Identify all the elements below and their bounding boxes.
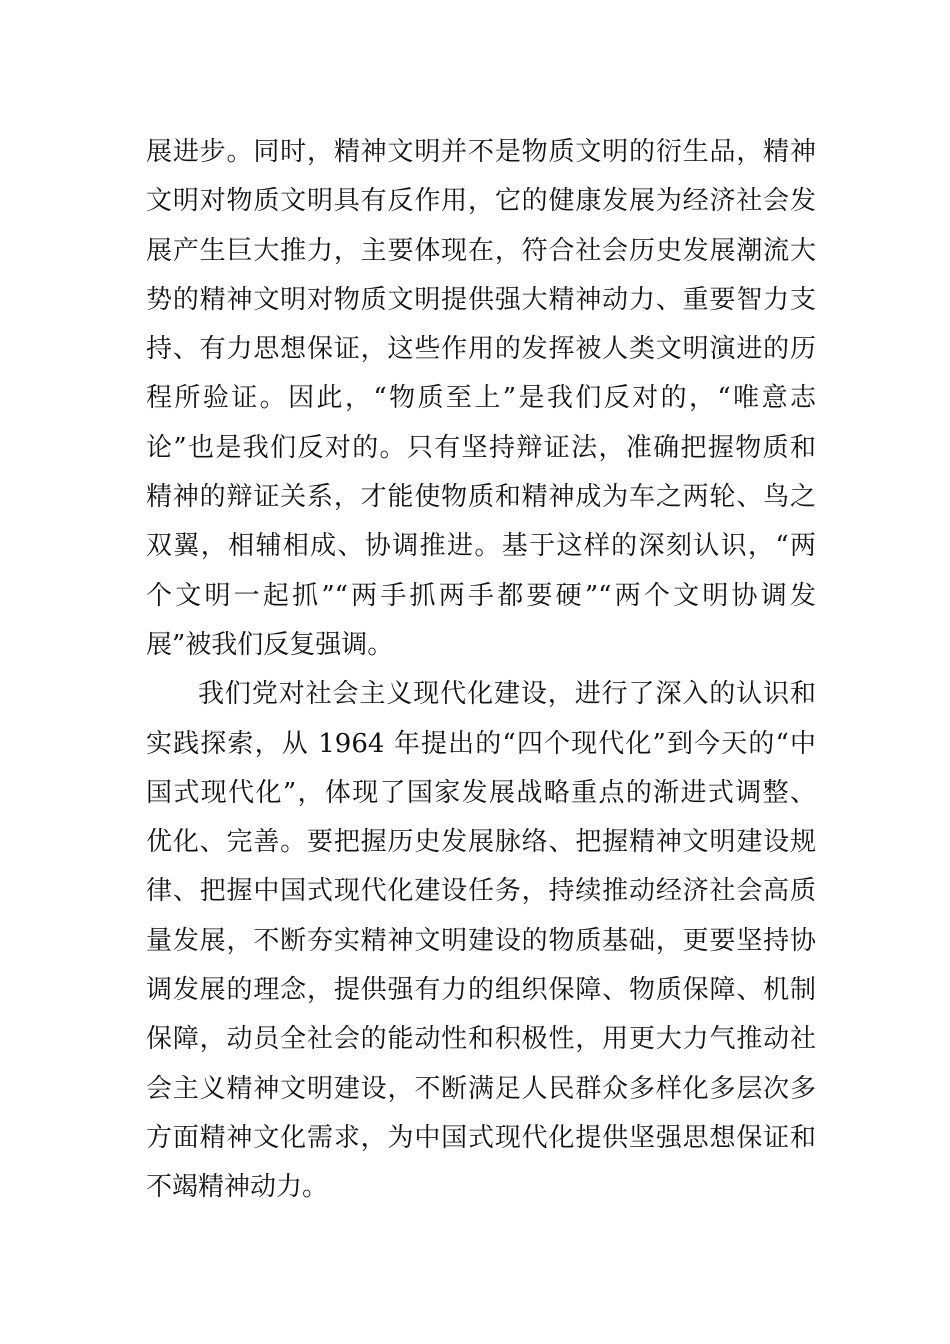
- paragraph-1: [146, 128, 816, 670]
- text-line: 保障，动员全社会的能动性和积极性，用更大力气推动社: [146, 1024, 816, 1055]
- text-line: 文明对物质文明具有反作用，它的健康发展为经济社会发: [146, 186, 816, 217]
- text-line: 量发展，不断夯实精神文明建设的物质基础，更要坚持协: [146, 925, 816, 956]
- text-line: 展”被我们反复强调。: [146, 629, 394, 660]
- text-line: 双翼，相辅相成、协调推进。基于这样的深刻认识，“两: [146, 531, 816, 562]
- text-line: 论”也是我们反对的。只有坚持辩证法，准确把握物质和: [146, 432, 816, 463]
- text-line: 会主义精神文明建设，不断满足人民群众多样化多层次多: [146, 1073, 816, 1104]
- text-line: 实践探索，从 1964 年提出的“四个现代化”到今天的“中: [146, 728, 816, 759]
- text-line: 律、把握中国式现代化建设任务，持续推动经济社会高质: [146, 876, 816, 907]
- paragraph-2: [146, 670, 816, 1212]
- text-line: 不竭精神动力。: [146, 1172, 329, 1203]
- text-line: 国式现代化”，体现了国家发展战略重点的渐进式调整、: [146, 777, 816, 808]
- text-line: 展产生巨大推力，主要体现在，符合社会历史发展潮流大: [146, 235, 816, 266]
- text-line: 持、有力思想保证，这些作用的发挥被人类文明演进的历: [146, 334, 816, 365]
- text-line: 展进步。同时，精神文明并不是物质文明的衍生品，精神: [146, 137, 816, 167]
- text-line: 调发展的理念，提供强有力的组织保障、物质保障、机制: [146, 975, 816, 1006]
- text-line: 程所验证。因此，“物质至上”是我们反对的，“唯意志: [146, 383, 816, 414]
- text-line: 势的精神文明对物质文明提供强大精神动力、重要智力支: [146, 284, 816, 315]
- document-body: [146, 128, 816, 1213]
- text-line: 方面精神文化需求，为中国式现代化提供坚强思想保证和: [146, 1122, 816, 1153]
- text-line: 个文明一起抓”“两手抓两手都要硬”“两个文明协调发: [146, 580, 816, 611]
- text-line: 优化、完善。要把握历史发展脉络、把握精神文明建设规: [146, 827, 816, 858]
- text-line: 我们党对社会主义现代化建设，进行了深入的认识和: [198, 679, 816, 710]
- text-line: 精神的辩证关系，才能使物质和精神成为车之两轮、鸟之: [146, 482, 816, 513]
